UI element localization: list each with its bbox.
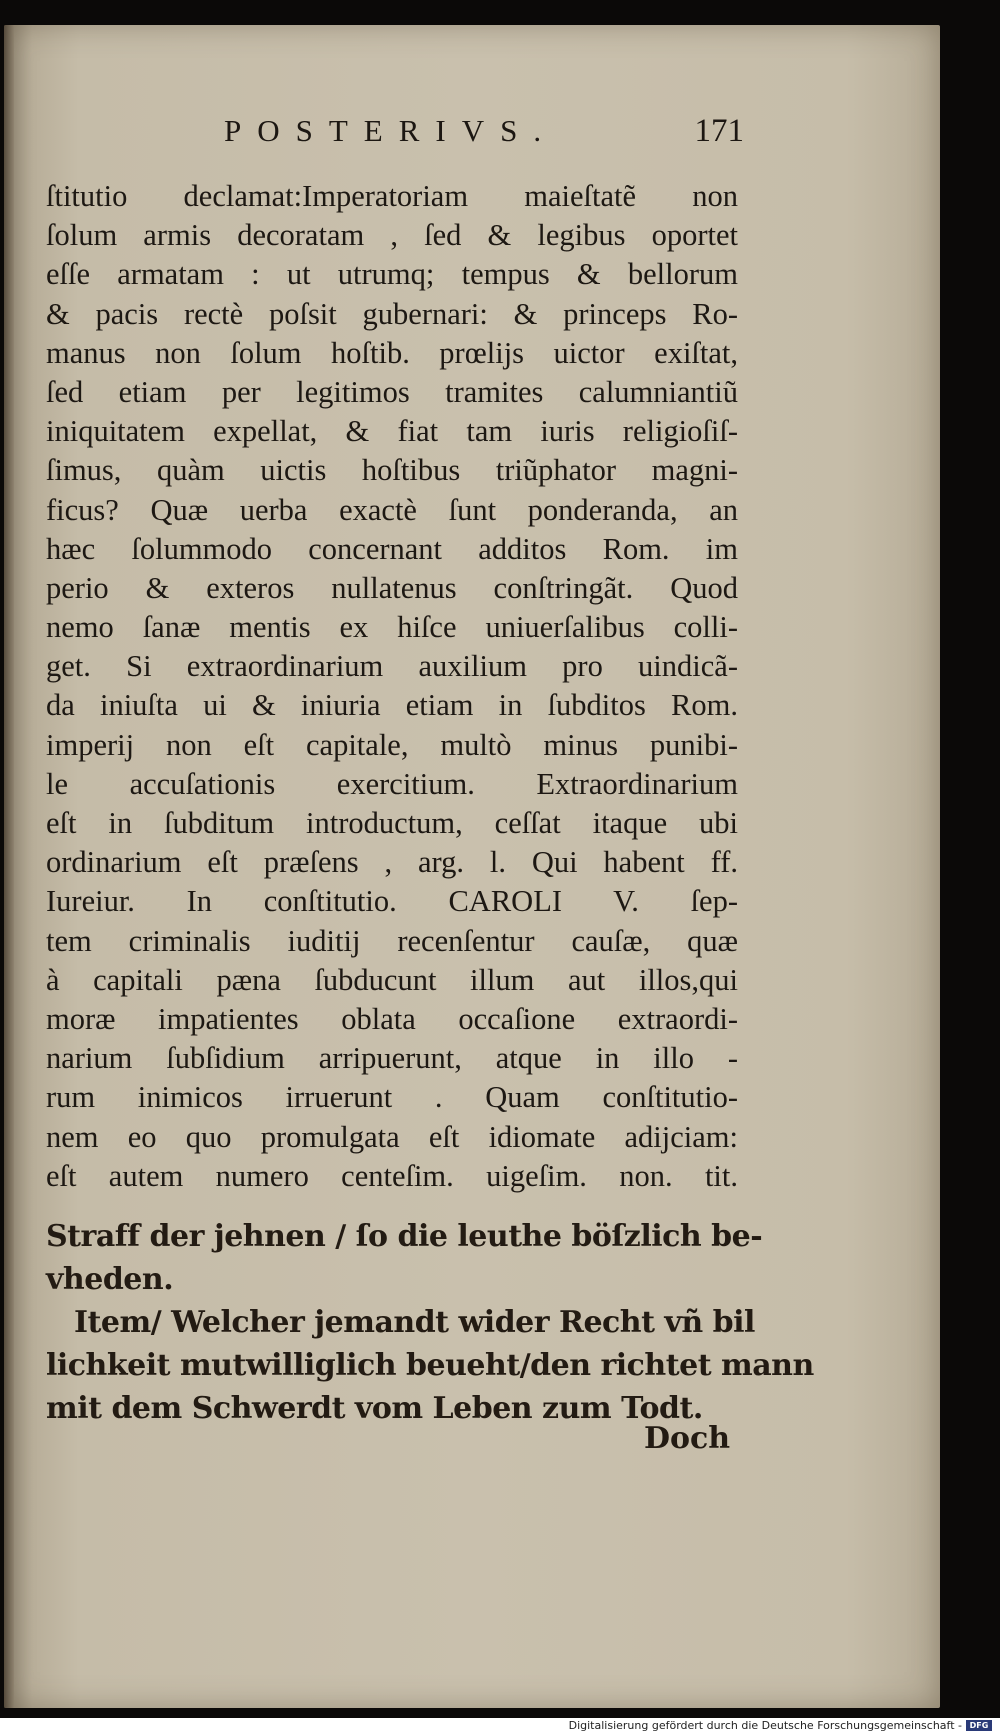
text-line: Iureiur. In conſtitutio. CAROLI V. ſep- — [46, 884, 738, 919]
latin-body — [46, 177, 738, 1196]
text-line: perio & exteros nullatenus conſtringãt. Quod — [46, 570, 738, 605]
statute-text-line: Item/ Welcher jemandt wider Recht vñ bil — [74, 1305, 755, 1340]
text-line: ſimus, quàm uictis hoſtibus triũphator magni- — [46, 453, 738, 488]
german-statute-block — [46, 1215, 814, 1430]
text-line: iniquitatem expellat, & fiat tam iuris religioſiſ- — [46, 414, 738, 449]
text-line: tem criminalis iuditij recenſentur cauſæ, quæ — [46, 923, 738, 958]
text-line: ſolum armis decoratam , ſed & legibus oportet — [46, 218, 738, 253]
text-line: eſt in ſubditum introductum, ceſſat itaque ubi — [46, 806, 738, 840]
text-line: manus non ſolum hoſtib. prœlijs uictor exiſtat, — [46, 335, 738, 370]
page-number: 171 — [694, 113, 744, 149]
text-line: le accuſationis exercitium. Extraordinarium — [46, 766, 738, 801]
text-line: imperij non eſt capitale, multò minus punibi- — [46, 727, 738, 762]
page-gutter-shadow — [4, 25, 14, 1708]
statute-text-line: lichkeit mutwilliglich beueht/den richtet mann — [46, 1348, 814, 1383]
text-line: da iniuſta ui & iniuria etiam in ſubditos Rom. — [46, 688, 738, 723]
text-line: nemo ſanæ mentis ex hiſce uniuerſalibus colli- — [46, 610, 738, 645]
text-line: à capitali pæna ſubducunt illum aut illos,qui — [46, 962, 738, 997]
statute-text-line: mit dem Schwerdt vom Leben zum Todt. — [46, 1391, 703, 1426]
text-line: & pacis rectè poſsit gubernari: & princeps Ro- — [46, 296, 738, 331]
running-head: POSTERIVS. — [224, 113, 558, 148]
digitization-footer — [0, 1718, 1000, 1734]
text-line: eſt autem numero centeſim. uigeſim. non. tit. — [46, 1158, 738, 1193]
catchword: Doch — [644, 1421, 731, 1456]
text-line: ſed etiam per legitimos tramites calumniantiũ — [46, 374, 738, 409]
statute-heading-line: vheden. — [46, 1262, 174, 1297]
book-page — [4, 25, 940, 1708]
text-line: get. Si extraordinarium auxilium pro uindicã- — [46, 649, 738, 684]
funding-credit: Digitalisierung gefördert durch die Deutsche Forschungsgemeinschaft - — [568, 1719, 962, 1732]
text-line: moræ impatientes oblata occaſione extraordi- — [46, 1001, 738, 1036]
text-line: rum inimicos irruerunt . Quam conſtitutio- — [46, 1080, 738, 1115]
statute-heading-line: Straff der jehnen / ſo die leuthe böſzlich be- — [46, 1219, 763, 1254]
page-header — [44, 113, 744, 153]
text-line: hæc ſolummodo concernant additos Rom. im — [46, 531, 738, 566]
text-line: ſtitutio declamat:Imperatoriam maieſtatẽ non — [46, 179, 738, 213]
text-line: ordinarium eſt præſens , arg. l. Qui habent ff. — [46, 845, 738, 880]
text-line: narium ſubſidium arripuerunt, atque in illo - — [46, 1041, 738, 1076]
dfg-logo-icon: DFG — [966, 1720, 992, 1731]
text-line: nem eo quo promulgata eſt idiomate adijciam: — [46, 1119, 738, 1154]
text-line: ficus? Quæ uerba exactè ſunt ponderanda, an — [46, 492, 738, 527]
text-line: eſſe armatam : ut utrumq; tempus & bellorum — [46, 257, 738, 292]
